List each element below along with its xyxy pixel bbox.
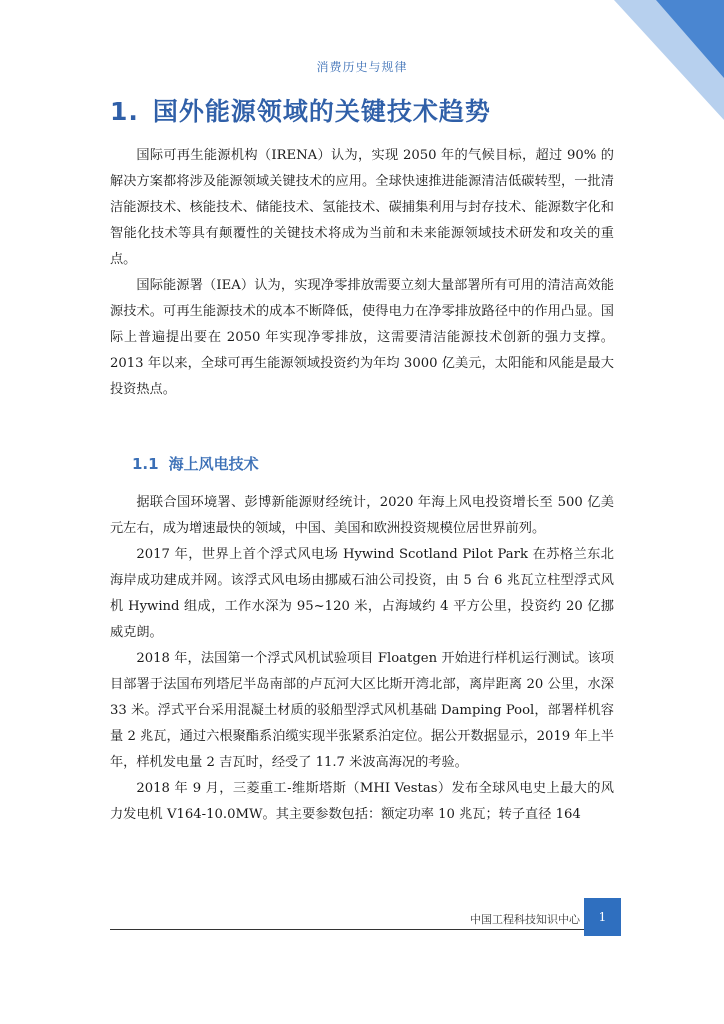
paragraph-iea: 国际能源署（IEA）认为，实现净零排放需要立刻大量部署所有可用的清洁高效能源技术。可再生能源技术的成本不断降低，使得电力在净零排放路径中的作用凸显。国际上普遍提出要在 2050 年实现净零排放，这需要清洁能源技术创新的强力支撑。2013 年以来，全球可再生能源领域投资约为年均 3000 亿美元，太阳能和风能是最大投资热点。 — [110, 278, 614, 397]
subsection-title — [132, 453, 259, 474]
subsection-number: 1.1 — [132, 455, 159, 473]
paragraph-floatgen: 2018 年，法国第一个浮式风机试验项目 Floatgen 开始进行样机运行测试。该项目部署于法国布列塔尼半岛南部的卢瓦河大区比斯开湾北部，离岸距离 20 公里，水深 33 米。浮式平台采用混凝土材质的驳船型浮式风机基础 Damping Pool，部署样机容量 2 兆瓦，通过六根聚酯系泊缆实现半张紧系泊定位。据公开数据显示，2019 年上半年，样机发电量 2 吉瓦时，经受了 11.7 米波高海况的考验。 — [110, 651, 614, 770]
page-number: 1 — [598, 910, 607, 924]
section-number: 1. — [110, 97, 139, 126]
paragraph-irena: 国际可再生能源机构（IRENA）认为，实现 2050 年的气候目标，超过 90% 的解决方案都将涉及能源领域关键技术的应用。全球快速推进能源清洁低碳转型，一批清洁能源技术、核能技术、储能技术、氢能技术、碳捕集利用与封存技术、能源数字化和智能化技术等具有颠覆性的关键技术将成为当前和未来能源领域技术研发和攻关的重点。 — [110, 148, 614, 267]
section-body — [110, 143, 614, 403]
page-number-badge — [584, 898, 621, 936]
paragraph-investment: 据联合国环境署、彭博新能源财经统计，2020 年海上风电投资增长至 500 亿美元左右，成为增速最快的领域，中国、美国和欧洲投资规模位居世界前列。 — [110, 495, 614, 536]
footer-organization: 中国工程科技知识中心 — [470, 913, 580, 926]
running-header: 消费历史与规律 — [316, 60, 408, 74]
subsection-title-text: 海上风电技术 — [168, 455, 259, 473]
section-title-text: 国外能源领域的关键技术趋势 — [152, 97, 491, 126]
section-title — [110, 92, 491, 128]
paragraph-hywind: 2017 年，世界上首个浮式风电场 Hywind Scotland Pilot Park 在苏格兰东北海岸成功建成并网。该浮式风电场由挪威石油公司投资，由 5 台 6 兆瓦立柱型浮式风机 Hywind 组成，工作水深为 95~120 米，占海域约 4 平方公里，投资约 20 亿挪威克朗。 — [110, 547, 614, 640]
footer-divider — [110, 929, 594, 930]
subsection-body — [110, 490, 614, 828]
paragraph-vestas: 2018 年 9 月，三菱重工-维斯塔斯（MHI Vestas）发布全球风电史上最大的风力发电机 V164-10.0MW。其主要参数包括：额定功率 10 兆瓦；转子直径 164 — [110, 781, 614, 822]
